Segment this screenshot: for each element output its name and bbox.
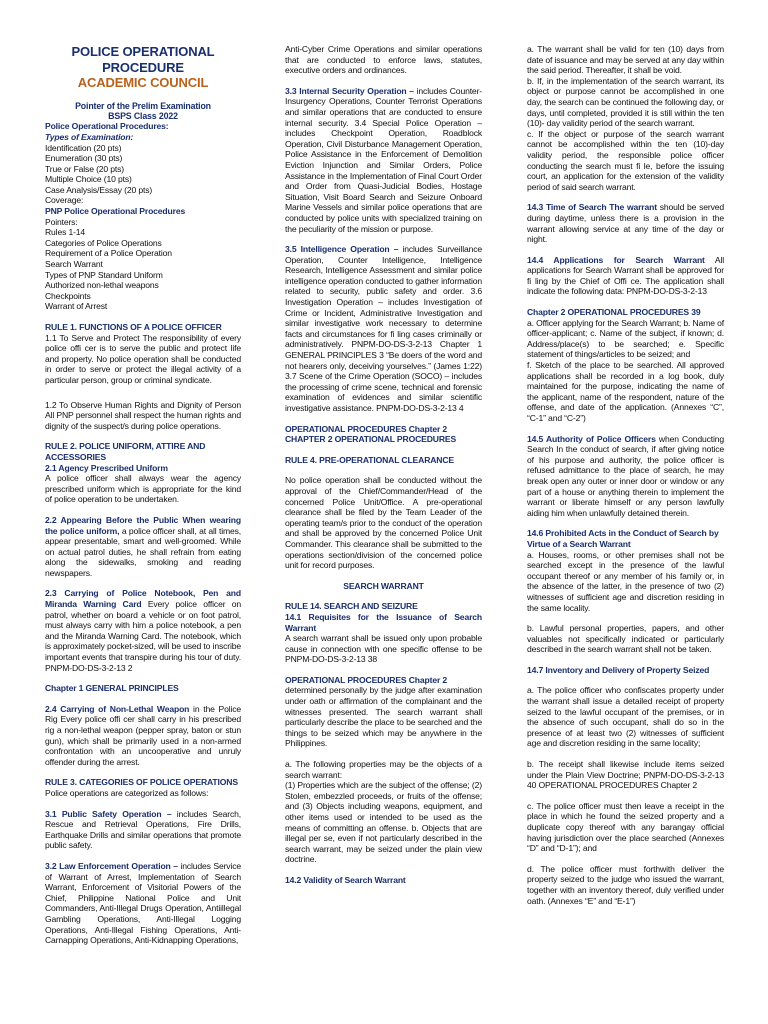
rule3-5-heading: 3.5 Intelligence Operation –: [285, 244, 399, 255]
doc-title-line2: PROCEDURE: [102, 59, 184, 75]
org-name: ACADEMIC COUNCIL: [77, 75, 209, 90]
rule14-4-paragraph: [527, 255, 724, 297]
chapter2-39-heading: Chapter 2 OPERATIONAL PROCEDURES 39: [527, 307, 701, 318]
pointer-item: Search Warrant: [45, 259, 103, 270]
column-1: [45, 44, 241, 946]
rule3-3-heading: 3.3 Internal Security Operation –: [285, 85, 414, 96]
pointer-item: Requirement of a Police Operation: [45, 248, 172, 259]
exam-type: Enumeration (30 pts): [45, 153, 123, 164]
pointer-item: Warrant of Arrest: [45, 301, 108, 312]
pointer-item: Categories of Police Operations: [45, 237, 162, 248]
rule3-2-paragraph: [45, 861, 241, 946]
rule14-7-heading: 14.7 Inventory and Delivery of Property Seized: [527, 664, 710, 675]
rule3-1-heading: 3.1 Public Safety Operation –: [45, 808, 172, 819]
rule3-1-paragraph: [45, 809, 241, 851]
validity-a: a. The warrant shall be valid for ten (10) days from date of issuance and may be served at any day within the said period. Thereafter, it shall be void.: [527, 44, 724, 76]
pointer-heading: Pointer of the Prelim Examination: [75, 100, 211, 111]
rule14-2-heading: 14.2 Validity of Search Warrant: [285, 874, 406, 885]
rule2-2-heading: 2.2 Appearing Before the Public When wearing the police uniform,: [45, 514, 241, 536]
validity-b: b. If, in the implementation of the search warrant, its object or purpose cannot be accomplished in one day, the search can be continued the following day, or days, until completed, provided it is still within the ten (10)- day validity period of the search warrant.: [527, 75, 724, 129]
rule2-4-heading: 2.4 Carrying of Non-Lethal Weapon: [45, 703, 190, 714]
class-heading: BSPS Class 2022: [108, 110, 178, 121]
rule2-heading: RULE 2. POLICE UNIFORM, ATTIRE AND ACCESSORIES: [45, 441, 206, 462]
rule1-heading: RULE 1. FUNCTIONS OF A POLICE OFFICER: [45, 322, 222, 332]
rule2-3-text: Every police officer on patrol, whether on board a vehicle or on foot patrol, must always carry with him a police notebook, a pen and the Miranda Warning Card. The notebook, which is approximately pocket-sized, will be used to inscribe important events that transpire during his tour of duty. PNPM-DO-DS-3-2-13 2: [45, 599, 241, 673]
rule14-7-d: d. The police officer must forthwith deliver the property seized to the judge who issued the warrant, together with an inventory thereof, duly verified under oath. (Annexes “E” and “E-1”): [527, 863, 724, 906]
rule4-heading: RULE 4. PRE-OPERATIONAL CLEARANCE: [285, 454, 455, 465]
pointer-item: Checkpoints: [45, 290, 91, 301]
rule3-heading: RULE 3. CATEGORIES OF POLICE OPERATIONS: [45, 777, 238, 788]
types-heading: Types of Examination:: [45, 131, 134, 142]
rule14-7-a: a. The police officer who confiscates property under the warrant shall issue a detailed receipt of property seized to the lawful occupant of the premises, or in the absence of such occupant, shall do so in the presence of at least two (2) witnesses of sufficient age and discretion residing in the same locality;: [527, 685, 724, 749]
rule3-intro: Police operations are categorized as follows:: [45, 787, 209, 798]
column-2: [285, 44, 482, 886]
rule3-1-text: includes Search, Rescue and Retrieval Operations, Fire Drills, Earthquake Drills and similar operations that promote public safety.: [45, 808, 242, 851]
search-warrant-heading: SEARCH WARRANT: [343, 580, 424, 591]
rule14-6-heading: 14.6 Prohibited Acts in the Conduct of Search by Virtue of a Search Warrant: [527, 528, 719, 549]
rule2-2-paragraph: [45, 515, 241, 579]
rule14-7-b: b. The receipt shall likewise include items seized under the Plain View Doctrine; PNPM-DO-DS-3-2-13 40 OPERATIONAL PROCEDURES Chapter 2: [527, 759, 724, 791]
validity-c: c. If the object or purpose of the search warrant cannot be accomplished within the ten (10)-day validity period, the responsible police officer conducting the search must fi le, before the issuing court, an application for the extension of the validity period of said search warrant.: [527, 128, 724, 192]
opproc-heading: OPERATIONAL PROCEDURES Chapter 2: [285, 423, 448, 434]
pointer-item: Types of PNP Standard Uniform: [45, 269, 163, 280]
rule14-6-b: b. Lawful personal properties, papers, and other valuables not specifically indicated or particularly described in the search warrant shall not be taken.: [527, 623, 724, 655]
rule1-paragraph: 1.2 To Observe Human Rights and Dignity of Person All PNP personnel shall respect the human rights and dignity of the suspect/s during police operations.: [45, 399, 241, 431]
rule14-3-text: should be served during daytime, unless there is a provision in the warrant allowing service at any time of the day or night.: [527, 202, 725, 245]
rule14-5-heading: 14.5 Authority of Police Officers: [527, 433, 656, 444]
rule2-3-heading: 2.3 Carrying of Police Notebook, Pen and Miranda Warning Card: [45, 588, 241, 610]
rule2-4-text: in the Police Rig Every police offi cer shall carry in his prescribed rig a non-lethal weapon (pepper spray, baton or stun gun), which shall be primarily used in a non-armed confrontation with an uncooperative and unruly offender during the arrest.: [45, 703, 241, 767]
pointer-item: Pointers:: [45, 216, 78, 227]
chapter2-heading: CHAPTER 2 OPERATIONAL PROCEDURES: [285, 434, 457, 445]
rule14-1-text: A search warrant shall be issued only upon probable cause in connection with one specific offense to be PNPM-DO-DS-3-2-13 38: [285, 633, 482, 665]
rule4-text: No police operation shall be conducted without the approval of the Chief/Commander/Head of the concerned Police Unit/Office. A pre-operational clearance shall be filed by the Team Leader of the operating team/s prior to the conduct of the operation and shall be approved by the concerned Police Unit Commander. This clearance shall be submitted to the operations section/division of the concerned police unit for record purposes.: [285, 475, 482, 571]
rule1-paragraph: 1.1 To Serve and Protect The responsibility of every police offi cer is to serve the public and protect life and property. No police operation shall be conducted in order to serve or protect the illegal activity of a particular person, group or criminal syndicate.: [45, 332, 241, 385]
rule2-2-text: a police officer shall, at all times, appear presentable, smart and well-groomed. While on actual patrol duties, he shall refrain from eating along the sidewalks, smoking and reading newspapers.: [45, 525, 241, 578]
rule3-2-heading: 3.2 Law Enforcement Operation –: [45, 860, 178, 871]
rule3-2-text: includes Service of Warrant of Arrest, Implementation of Search Warrant, Enforcement of Visitorial Powers of the Chief, Philippine National Police and Unit Commanders, Anti-Illegal Drugs Operation, Antiillegal Gambling Operations, Anti-Illegal Logging Operations, Anti-Illegal Fishing Operations, Anti-Carnapping Operations, Anti-Kidnapping Operations,: [45, 860, 241, 946]
chapter1-heading: Chapter 1 GENERAL PRINCIPLES: [45, 683, 179, 694]
procedures-heading: Police Operational Procedures:: [45, 121, 169, 132]
application-data-list: a. Officer applying for the Search Warrant; b. Name of officer-applicant; c. Name of the subject, if known; d. Address/place(s) to be searched; e. Specific statement of things/articles to be seized; and: [527, 317, 724, 360]
doc-title-line1: POLICE OPERATIONAL: [71, 44, 215, 59]
rule14-3-paragraph: [527, 202, 724, 244]
opproc2-heading: OPERATIONAL PROCEDURES Chapter 2: [285, 674, 448, 685]
exam-type: Case Analysis/Essay (20 pts): [45, 184, 153, 195]
rule14-5-paragraph: [527, 434, 724, 519]
opproc2-text: determined personally by the judge after examination under oath or affirmation of the complainant and the witnesses presented. The search warrant shall particularly describe the place to be searched and the things to be seized which may be anywhere in the Philippines.: [285, 685, 482, 749]
pointer-item: Rules 1-14: [45, 227, 86, 238]
rule14-heading: RULE 14. SEARCH AND SEIZURE: [285, 601, 418, 612]
continued-text: Anti-Cyber Crime Operations and similar operations that are conducted to enforce laws, statutes, executive orders and ordinances.: [285, 44, 482, 76]
rule3-5-paragraph: [285, 244, 482, 414]
rule2-1-text: A police officer shall always wear the agency prescribed uniform which is appropriate for the kind of police operation to be undertaken.: [45, 473, 241, 505]
exam-type: Identification (20 pts): [45, 142, 122, 153]
rule14-5-text: when Conducting Search In the conduct of search, if after giving notice of his purpose and authority, the police officer is refused admittance to the place of search, he may break open any outer or inner door or window or any part of a house or anything therein to implement the warrant or liberate himself or any person lawfully aiding him when unlawfully detained therein.: [527, 433, 724, 518]
rule2-1-heading: 2.1 Agency Prescribed Uniform: [45, 462, 168, 473]
rule14-1-heading: 14.1 Requisites for the Issuance of Search Warrant: [285, 611, 482, 633]
rule2-3-paragraph: [45, 588, 241, 673]
column-3: [527, 44, 724, 906]
rule14-4-heading: 14.4 Applications for Search Warrant: [527, 254, 705, 265]
pnp-heading: PNP Police Operational Procedures: [45, 206, 186, 217]
rule3-5-text: includes Surveillance Operation, Counter Intelligence, Intelligence Research, Intelligence Assessment and similar police intelligence operation conducted to gather information related to security, public safety and order. 3.6 Investigation Operation – includes Investigation of Crime or Incident, Administrative Investigation and similar investigative work necessary to determine facts and circumstances for fi ling cases criminally or administratively. PNPM-DO-DS-3-2-13 Chapter 1 GENERAL PRINCIPLES 3 “Be doers of the word and not hearers only, deceiving yourselves.” (James 1:22) 3.7 Scene of the Crime Operation (SOCO) – includes the processing of crime scene, technical and forensic examination of evidences and similar scientific investigative assistance. PNPM-DO-DS-3-2-13 4: [285, 244, 482, 413]
exam-type: Multiple Choice (10 pts): [45, 174, 132, 185]
properties-intro: a. The following properties may be the objects of a search warrant:: [285, 759, 482, 780]
rule3-3-text: includes Counter-Insurgency Operations, Counter Terrorist Operations and similar operations that are conducted to ensure internal security. 3.4 Special Police Operation – includes Checkpoint Operation, Roadblock Operation, Civil Disturbance Management Operation, Police Assistance in the Enforcement of Demolition Eviction Injunction and Similar Orders, Police Assistance in the Implementation of Final Court Order and Order from Quasi-Judicial Bodies, Hostage Situation, Visit Board Search and Seizure Onboard Marine Vessels and similar police operations that are conducted by police units with specialized training on the peculiarity of the mission or purpose.: [285, 85, 482, 234]
properties-list: (1) Properties which are the subject of the offense; (2) Stolen, embezzled proceeds, or fruits of the offense; and (3) Objects including weapons, equipment, and other items used or intended to be used as the means of committing an offense. b. Objects that are illegal per se, even if not particularly described in the search warrant, may be seized under the plain view doctrine.: [285, 780, 482, 865]
exam-type: True or False (20 pts): [45, 163, 125, 174]
rule14-6-a: a. Houses, rooms, or other premises shall not be searched except in the presence of the lawful occupant thereof or any member of his family or, in the absence of the latter, in the presence of two (2) witnesses of sufficient age and discretion residing in the same locality.: [527, 549, 724, 613]
rule14-4-text: All applications for Search Warrant shall be approved for fi ling by the Chief of Offi ce. The application shall indicate the following data: PNPM-DO-DS-3-2-13: [527, 254, 724, 297]
rule14-7-c: c. The police officer must then leave a receipt in the place in which he found the seized property and a duplicate copy thereof with any barangay official having jurisdiction over the place searched (Annexes “D” and “D-1”); and: [527, 800, 724, 854]
rule14-3-heading: 14.3 Time of Search The warrant: [527, 202, 657, 213]
exam-type: Coverage:: [45, 195, 84, 206]
rule3-3-paragraph: [285, 86, 482, 234]
pointer-item: Authorized non-lethal weapons: [45, 280, 159, 291]
application-data-f: f. Sketch of the place to be searched. All approved applications shall be recorded in a log book, duly maintained for the purpose, indicating the name of the applicant, name of the respondent, nature of the offense, and date of the application. (Annexes “C”, “C-1” and “C-2”): [527, 360, 724, 423]
rule2-4-paragraph: [45, 704, 241, 768]
